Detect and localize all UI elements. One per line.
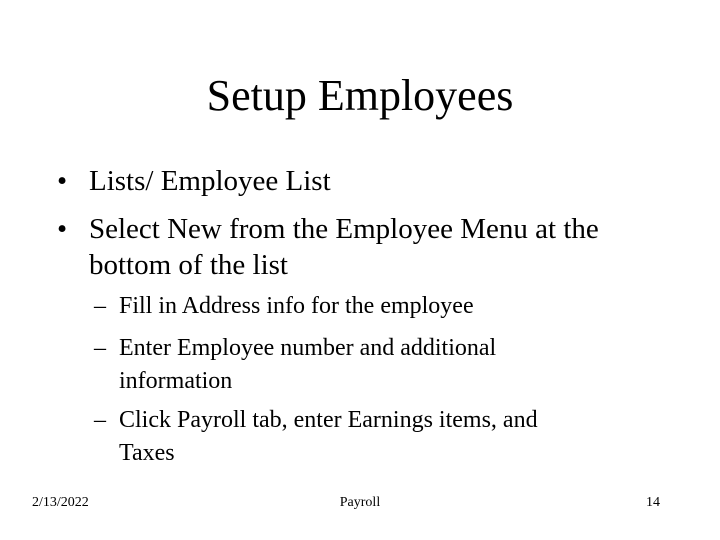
footer-page-number: 14 bbox=[646, 495, 660, 510]
sub-bullet-text: Click Payroll tab, enter Earnings items, and bbox=[119, 407, 538, 433]
sub-bullet-text-continuation: information bbox=[119, 368, 233, 394]
footer-title: Payroll bbox=[339, 495, 381, 510]
sub-bullet-text-continuation: Taxes bbox=[119, 440, 175, 466]
bullet-text-continuation: bottom of the list bbox=[89, 249, 288, 281]
bullet-text: Lists/ Employee List bbox=[89, 165, 331, 197]
sub-bullet-text: Enter Employee number and additional bbox=[119, 335, 497, 361]
sub-bullet-mark: – bbox=[94, 335, 106, 361]
bullet-text: Select New from the Employee Menu at the bbox=[89, 213, 599, 245]
sub-bullet-mark: – bbox=[94, 407, 106, 433]
sub-bullet-text: Fill in Address info for the employee bbox=[119, 293, 474, 319]
footer-date: 2/13/2022 bbox=[32, 495, 89, 510]
bullet-mark: • bbox=[57, 213, 68, 245]
sub-bullet-mark: – bbox=[94, 293, 106, 319]
slide-title: Setup Employees bbox=[206, 71, 514, 120]
bullet-mark: • bbox=[57, 165, 68, 197]
